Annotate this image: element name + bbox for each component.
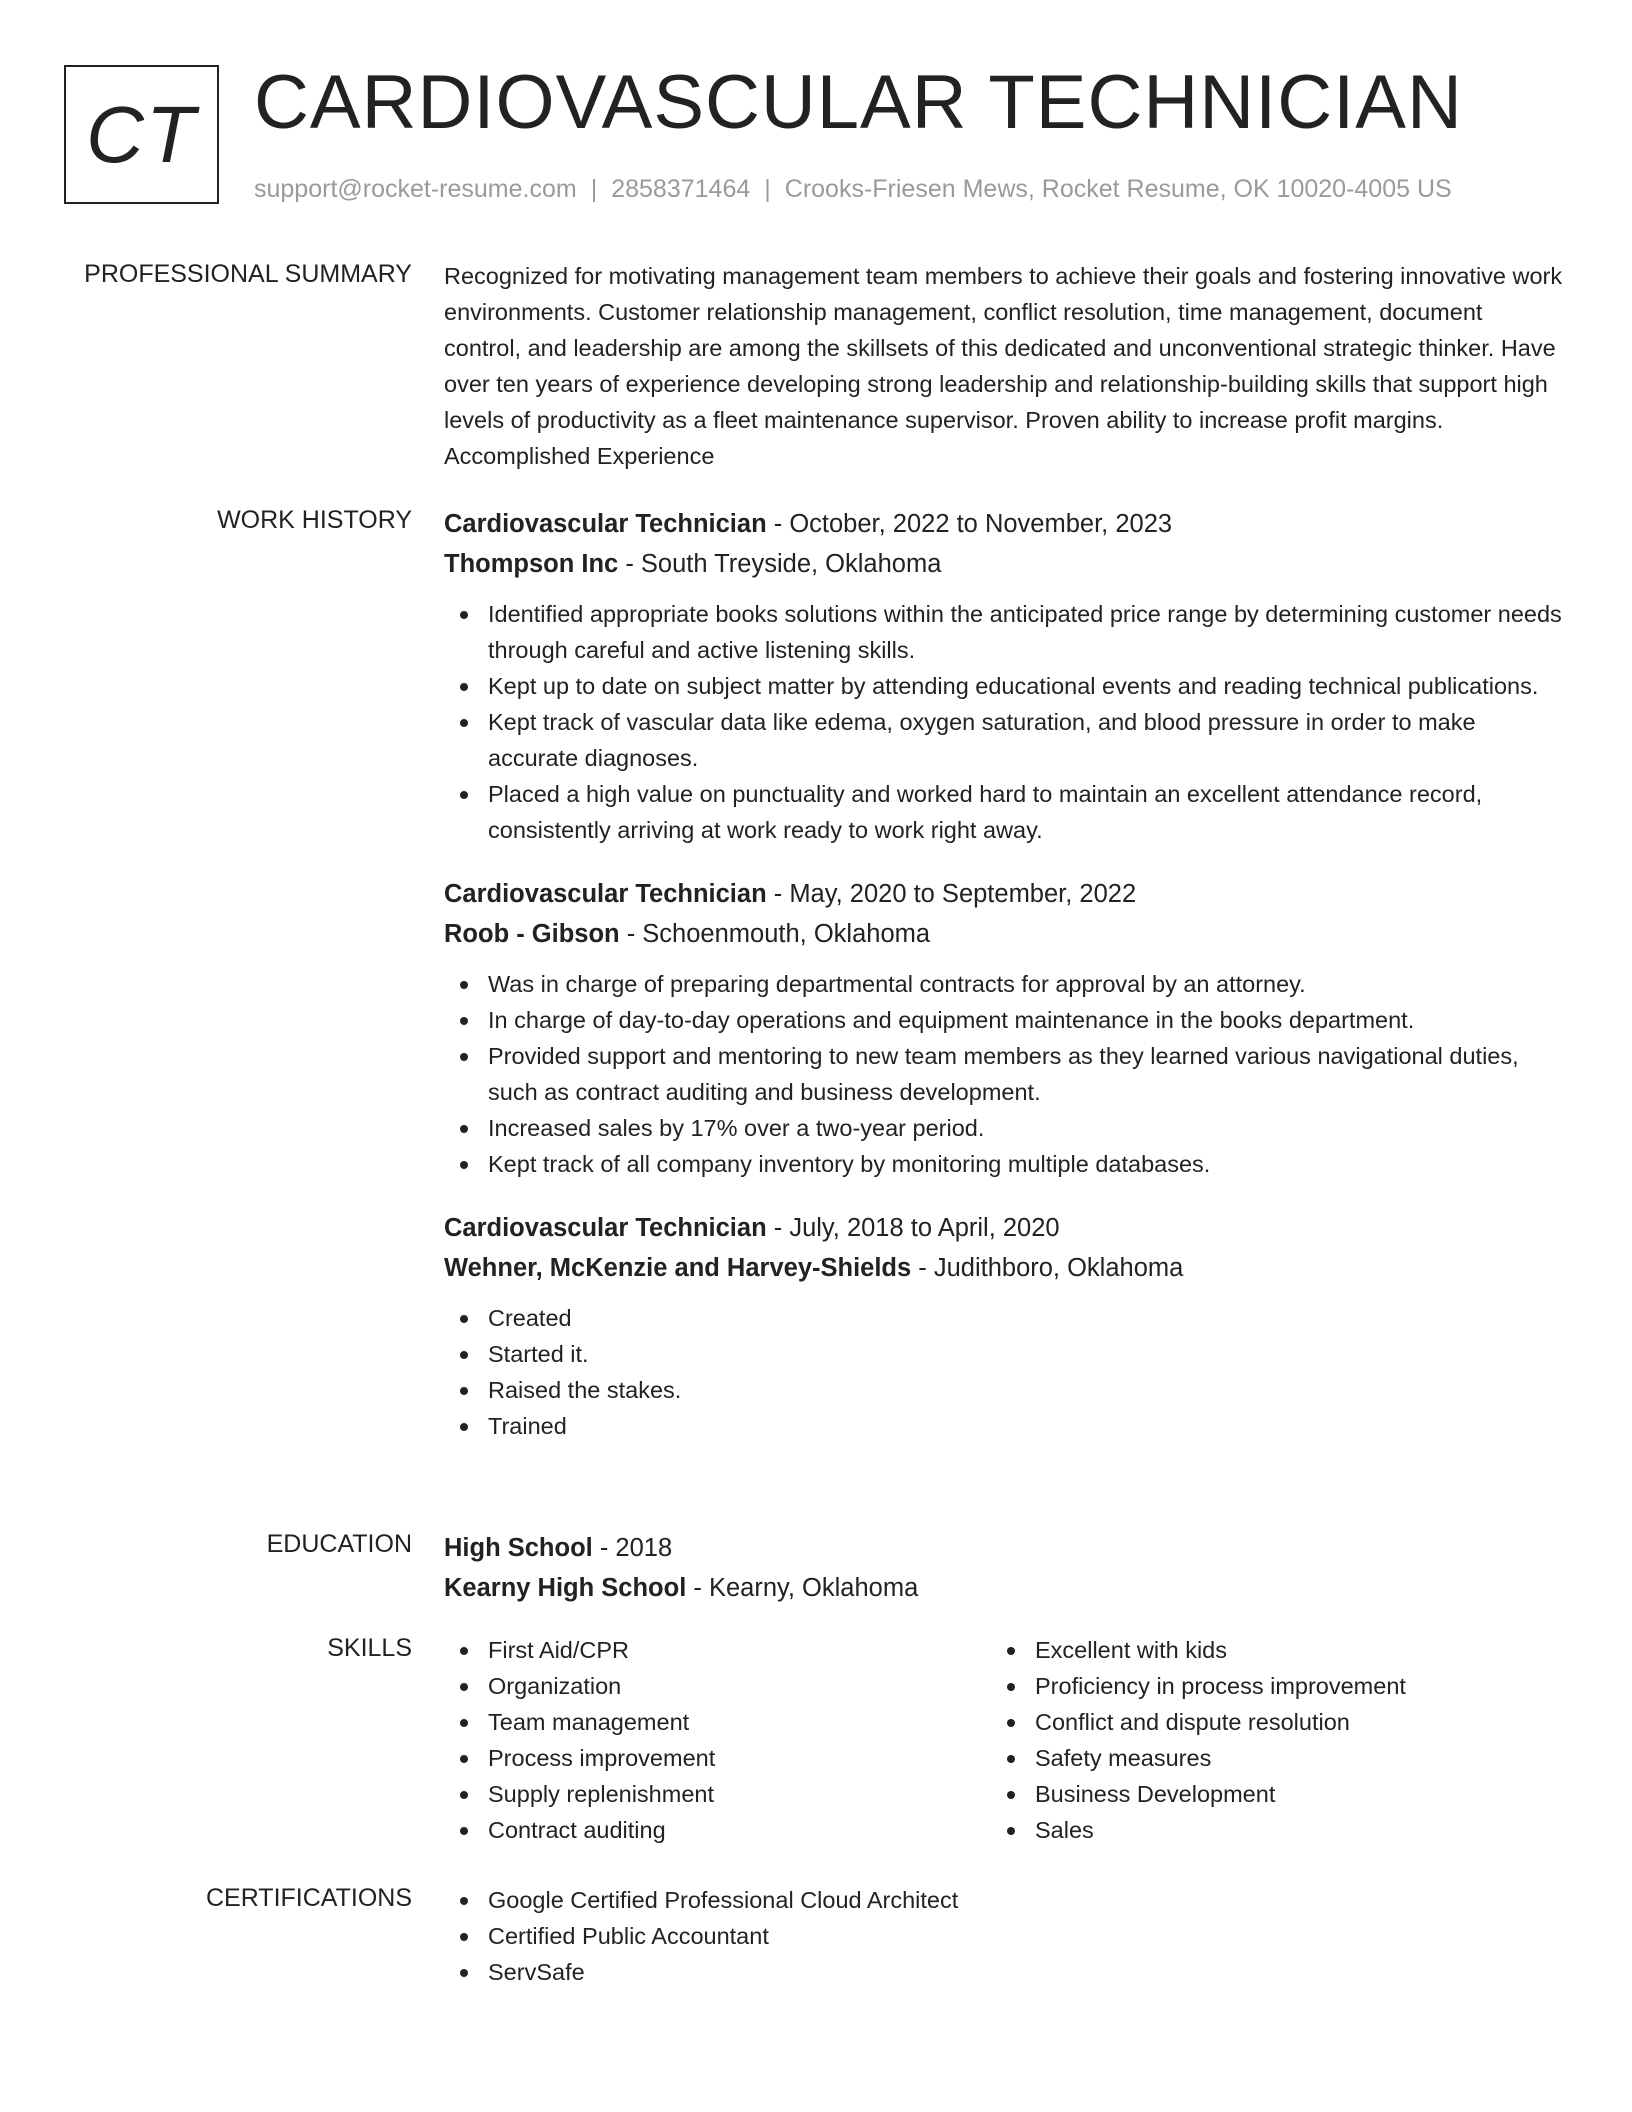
skills-list-right: [991, 1632, 1538, 1848]
list-item: Increased sales by 17% over a two-year period.: [444, 1110, 1564, 1146]
job-entry: [444, 504, 1564, 848]
job-location: - Judithboro, Oklahoma: [911, 1254, 1184, 1282]
job-company: Wehner, McKenzie and Harvey-Shields: [444, 1254, 912, 1282]
education-school: Kearny High School: [444, 1574, 687, 1602]
education-location: - Kearny, Oklahoma: [686, 1574, 919, 1602]
education-degree-line: [444, 1528, 1564, 1568]
job-location: - Schoenmouth, Oklahoma: [619, 920, 931, 948]
education-year: - 2018: [592, 1534, 673, 1562]
section-label: PROFESSIONAL SUMMARY: [84, 260, 412, 288]
job-company: Roob - Gibson: [444, 920, 620, 948]
job-title: Cardiovascular Technician: [444, 510, 767, 538]
list-item: Trained: [444, 1408, 1564, 1444]
list-item: Kept track of vascular data like edema, oxygen saturation, and blood pressure in order to make accurate diagnoses.: [444, 704, 1564, 776]
skill-item: Safety measures: [991, 1740, 1538, 1776]
certification-item: ServSafe: [444, 1954, 1564, 1990]
skill-item: Proficiency in process improvement: [991, 1668, 1538, 1704]
job-company-line: [444, 1248, 1564, 1288]
certification-item: Certified Public Accountant: [444, 1918, 1564, 1954]
section-label: EDUCATION: [266, 1530, 412, 1558]
list-item: In charge of day-to-day operations and equipment maintenance in the books department.: [444, 1002, 1564, 1038]
job-title-line: [444, 1208, 1564, 1248]
list-item: Kept up to date on subject matter by attending educational events and reading technical publications.: [444, 668, 1564, 704]
job-company-line: [444, 914, 1564, 954]
skill-item: Supply replenishment: [444, 1776, 991, 1812]
section-body: [444, 504, 1564, 1444]
job-title: Cardiovascular Technician: [444, 880, 767, 908]
skill-item: First Aid/CPR: [444, 1632, 991, 1668]
list-item: Was in charge of preparing departmental contracts for approval by an attorney.: [444, 966, 1564, 1002]
list-item: Raised the stakes.: [444, 1372, 1564, 1408]
certification-item: Google Certified Professional Cloud Architect: [444, 1882, 1564, 1918]
summary-text: Recognized for motivating management team members to achieve their goals and fostering innovative work environments. Customer relationship management, conflict resolution, time management, document control, and leadership are among the skillsets of this dedicated and unconventional strategic thinker. Have over ten years of experience developing strong leadership and relationship-building skills that support high levels of productivity as a fleet maintenance supervisor. Proven ability to increase profit margins. Accomplished Experience: [444, 263, 1563, 469]
skill-item: Conflict and dispute resolution: [991, 1704, 1538, 1740]
list-item: Created: [444, 1300, 1564, 1336]
contact-line: [254, 173, 1452, 205]
list-item: Started it.: [444, 1336, 1564, 1372]
job-title-line: [444, 504, 1564, 544]
job-dates: - October, 2022 to November, 2023: [766, 510, 1173, 538]
skill-item: Team management: [444, 1704, 991, 1740]
job-entry: [444, 1208, 1564, 1444]
job-bullets: [444, 596, 1564, 848]
job-company-line: [444, 544, 1564, 584]
job-bullets: [444, 1300, 1564, 1444]
section-body: [444, 258, 1564, 474]
contact-separator: |: [590, 175, 598, 203]
job-entry: [444, 874, 1564, 1182]
education-degree: High School: [444, 1534, 593, 1562]
monogram-box: [64, 65, 219, 204]
resume-title: CARDIOVASCULAR TECHNICIAN: [254, 60, 1463, 145]
contact-email[interactable]: support@rocket-resume.com: [254, 175, 577, 203]
job-location: - South Treyside, Oklahoma: [618, 550, 942, 578]
list-item: Provided support and mentoring to new team members as they learned various navigational duties, such as contract auditing and business development.: [444, 1038, 1564, 1110]
list-item: Kept track of all company inventory by monitoring multiple databases.: [444, 1146, 1564, 1182]
contact-separator: |: [764, 175, 771, 203]
section-label: WORK HISTORY: [217, 506, 412, 534]
list-item: Placed a high value on punctuality and worked hard to maintain an excellent attendance record, consistently arriving at work ready to work right away.: [444, 776, 1564, 848]
section-body: [444, 1528, 1564, 1608]
monogram-initials: CT: [86, 89, 197, 179]
skills-columns: [444, 1632, 1564, 1848]
contact-phone[interactable]: 2858371464: [611, 175, 751, 203]
contact-address: Crooks-Friesen Mews, Rocket Resume, OK 10020-4005 US: [784, 175, 1452, 203]
skill-item: Organization: [444, 1668, 991, 1704]
job-title-line: [444, 874, 1564, 914]
skill-item: Contract auditing: [444, 1812, 991, 1848]
skill-item: Excellent with kids: [991, 1632, 1538, 1668]
section-label: CERTIFICATIONS: [205, 1884, 412, 1912]
job-title: Cardiovascular Technician: [444, 1214, 767, 1242]
section-label: SKILLS: [327, 1634, 412, 1662]
section-body: [444, 1882, 1564, 1990]
job-company: Thompson Inc: [444, 550, 619, 578]
certifications-list: [444, 1882, 1564, 1990]
skills-list-left: [444, 1632, 991, 1848]
job-bullets: [444, 966, 1564, 1182]
list-item: Identified appropriate books solutions within the anticipated price range by determining customer needs through careful and active listening skills.: [444, 596, 1564, 668]
skill-item: Business Development: [991, 1776, 1538, 1812]
job-dates: - May, 2020 to September, 2022: [766, 880, 1137, 908]
job-dates: - July, 2018 to April, 2020: [766, 1214, 1060, 1242]
skill-item: Process improvement: [444, 1740, 991, 1776]
skill-item: Sales: [991, 1812, 1538, 1848]
education-school-line: [444, 1568, 1564, 1608]
